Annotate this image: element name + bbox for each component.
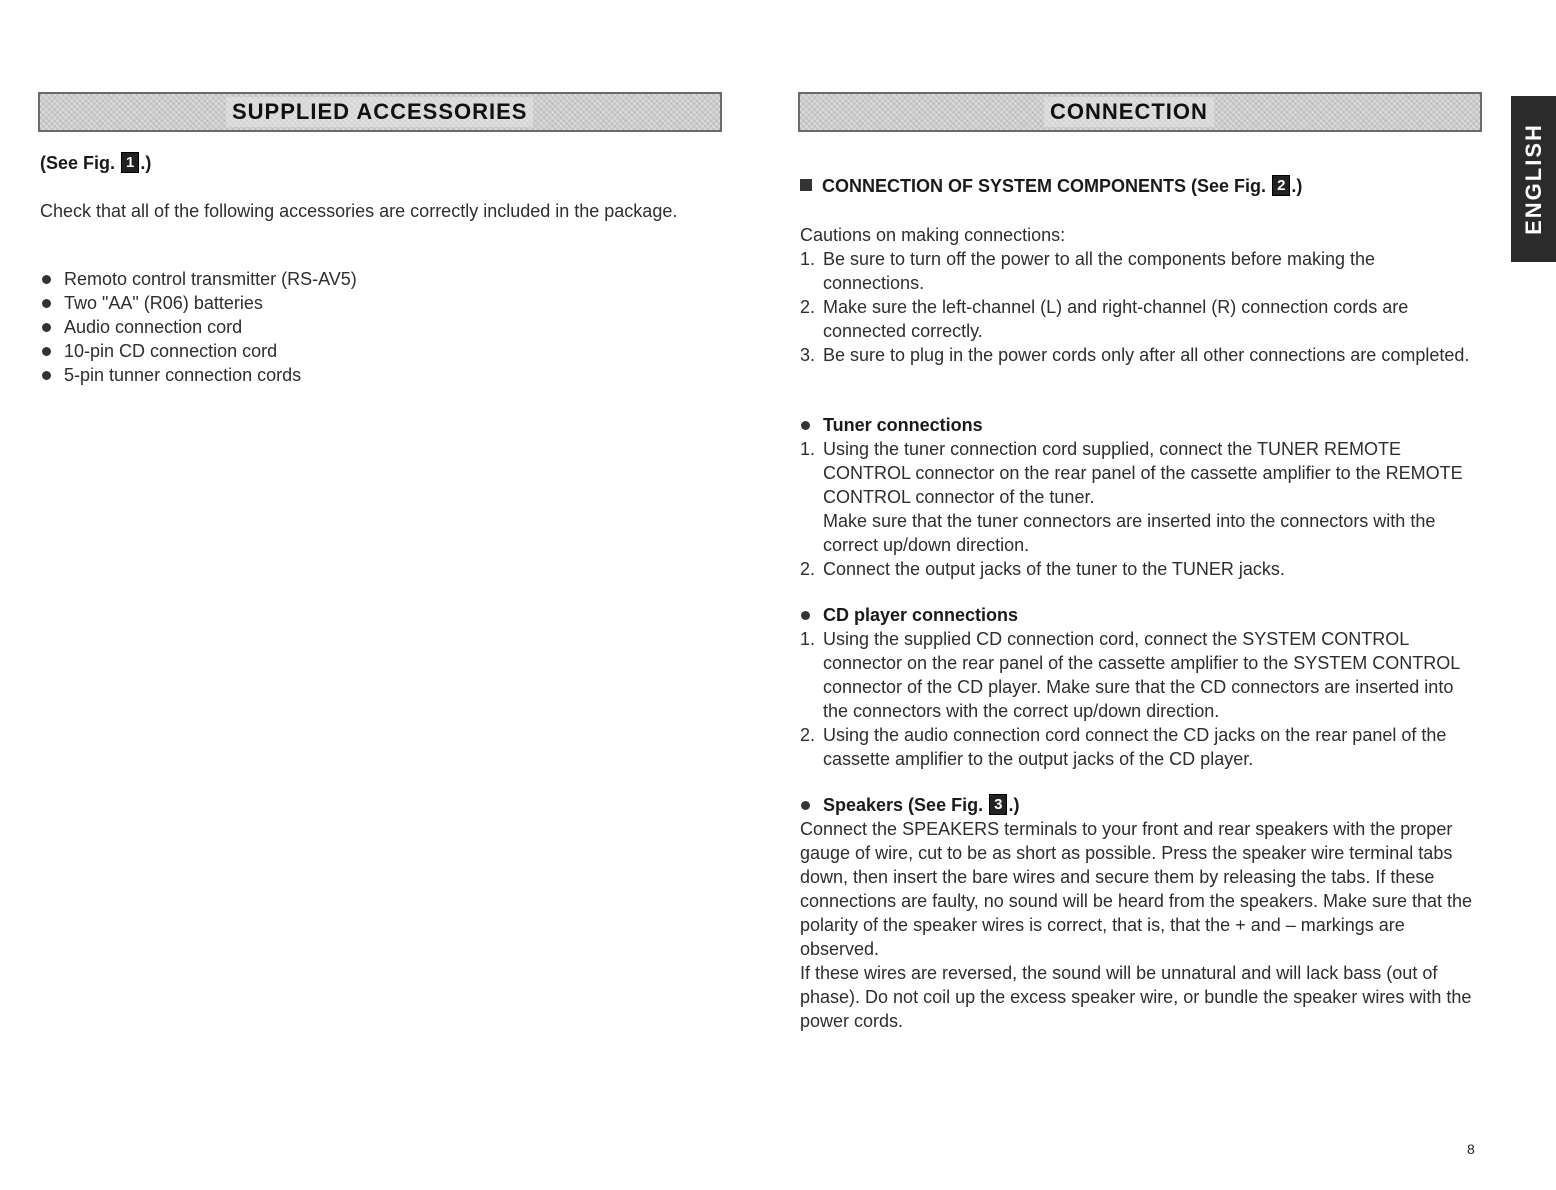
item-text: Using the audio connection cord connect the CD jacks on the rear panel of the cassette amplifier to the output jacks of the CD player. [823, 725, 1447, 769]
list-item [40, 363, 357, 387]
bullet-icon [42, 371, 51, 380]
square-bullet-icon [800, 179, 812, 191]
cd-list [800, 627, 1480, 771]
cd-block [800, 603, 1480, 771]
cd-heading-text: CD player connections [823, 605, 1019, 625]
item-text: Be sure to plug in the power cords only after all other connections are completed. [823, 345, 1470, 365]
item-number: 1. [800, 249, 816, 269]
tuner-block [800, 413, 1480, 581]
bullet-icon [801, 421, 810, 430]
see-fig-1-reference [40, 152, 151, 174]
item-number: 1. [800, 439, 816, 459]
accessory-text: 10-pin CD connection cord [64, 341, 278, 361]
speakers-paragraph-2: If these wires are reversed, the sound will be unnatural and will lack bass (out of phase). Do not coil up the excess speaker wire, or bundle the speaker wires with the power cords. [800, 963, 1472, 1031]
cautions-block [800, 223, 1480, 367]
supplied-accessories-title-bar [38, 92, 722, 132]
tuner-heading-text: Tuner connections [823, 415, 983, 435]
tuner-list [800, 437, 1480, 581]
accessories-intro: Check that all of the following accessories are correctly included in the package. [40, 201, 678, 221]
speakers-heading [800, 793, 1480, 817]
see-fig-prefix: (See Fig. [40, 153, 116, 173]
speakers-heading-suffix: .) [1008, 795, 1020, 815]
bullet-icon [42, 275, 51, 284]
accessory-text: Audio connection cord [64, 317, 243, 337]
fig-number-badge: 2 [1272, 175, 1290, 196]
bullet-icon [801, 611, 810, 620]
list-item [800, 295, 1480, 343]
cd-heading [800, 603, 1480, 627]
fig-number-badge: 3 [989, 794, 1007, 815]
item-number: 2. [800, 559, 816, 579]
bullet-icon [801, 801, 810, 810]
accessory-text: Two "AA" (R06) batteries [64, 293, 263, 313]
list-item [800, 627, 1480, 723]
item-number: 2. [800, 297, 816, 317]
cautions-list [800, 247, 1480, 367]
section-fig-suffix: .) [1291, 176, 1303, 196]
item-number: 3. [800, 345, 816, 365]
item-text: Using the tuner connection cord supplied, connect the TUNER REMOTE CONTROL connector on the rear panel of the cassette amplifier to the REMOTE CONTROL connector of the tuner. [823, 439, 1463, 507]
connection-title-bar [798, 92, 1482, 132]
fig-number-badge: 1 [121, 152, 139, 173]
supplied-accessories-title: SUPPLIED ACCESSORIES [226, 97, 533, 127]
item-text: Connect the output jacks of the tuner to the TUNER jacks. [823, 559, 1285, 579]
list-item [40, 339, 357, 363]
item-number: 1. [800, 629, 816, 649]
cautions-intro: Cautions on making connections: [800, 225, 1066, 245]
list-item [800, 723, 1480, 771]
section-heading-text: CONNECTION OF SYSTEM COMPONENTS (See Fig. [822, 176, 1267, 196]
accessory-text: 5-pin tunner connection cords [64, 365, 302, 385]
language-tab-label: ENGLISH [1520, 123, 1546, 235]
speakers-heading-text: Speakers (See Fig. [823, 795, 984, 815]
item-text: Using the supplied CD connection cord, connect the SYSTEM CONTROL connector on the rear panel of the cassette amplifier to the SYSTEM CONTROL connector of the CD player. Make sure that the CD connectors are inserted into the connectors with the correct up/down direction. [823, 629, 1460, 721]
list-item [40, 315, 357, 339]
accessories-list [40, 267, 357, 387]
see-fig-suffix: .) [140, 153, 152, 173]
page-number: 8 [1467, 1141, 1475, 1157]
item-text: Be sure to turn off the power to all the components before making the connections. [823, 249, 1375, 293]
item-number: 2. [800, 725, 816, 745]
item-text: Make sure the left-channel (L) and right-channel (R) connection cords are connected correctly. [823, 297, 1409, 341]
list-item [40, 267, 357, 291]
section-heading [800, 175, 1302, 197]
list-item [800, 557, 1480, 581]
list-item [800, 437, 1480, 557]
list-item [800, 247, 1480, 295]
left-page [0, 0, 760, 1190]
accessory-text: Remoto control transmitter (RS-AV5) [64, 269, 357, 289]
right-page [780, 0, 1500, 1190]
list-item [40, 291, 357, 315]
item-note: Make sure that the tuner connectors are inserted into the connectors with the correct up/down direction. [823, 511, 1436, 555]
bullet-icon [42, 347, 51, 356]
connection-title: CONNECTION [1044, 97, 1214, 127]
speakers-block [800, 793, 1480, 1033]
bullet-icon [42, 323, 51, 332]
list-item [800, 343, 1480, 367]
speakers-paragraph-1: Connect the SPEAKERS terminals to your front and rear speakers with the proper gauge of wire, cut to be as short as possible. Press the speaker wire terminal tabs down, then insert the bare wires and secure them by releasing the tabs. If these connections are faulty, no sound will be heard from the speakers. Make sure that the polarity of the speaker wires is correct, that is, that the + and – markings are observed. [800, 819, 1473, 959]
tuner-heading [800, 413, 1480, 437]
language-tab [1511, 96, 1556, 262]
bullet-icon [42, 299, 51, 308]
